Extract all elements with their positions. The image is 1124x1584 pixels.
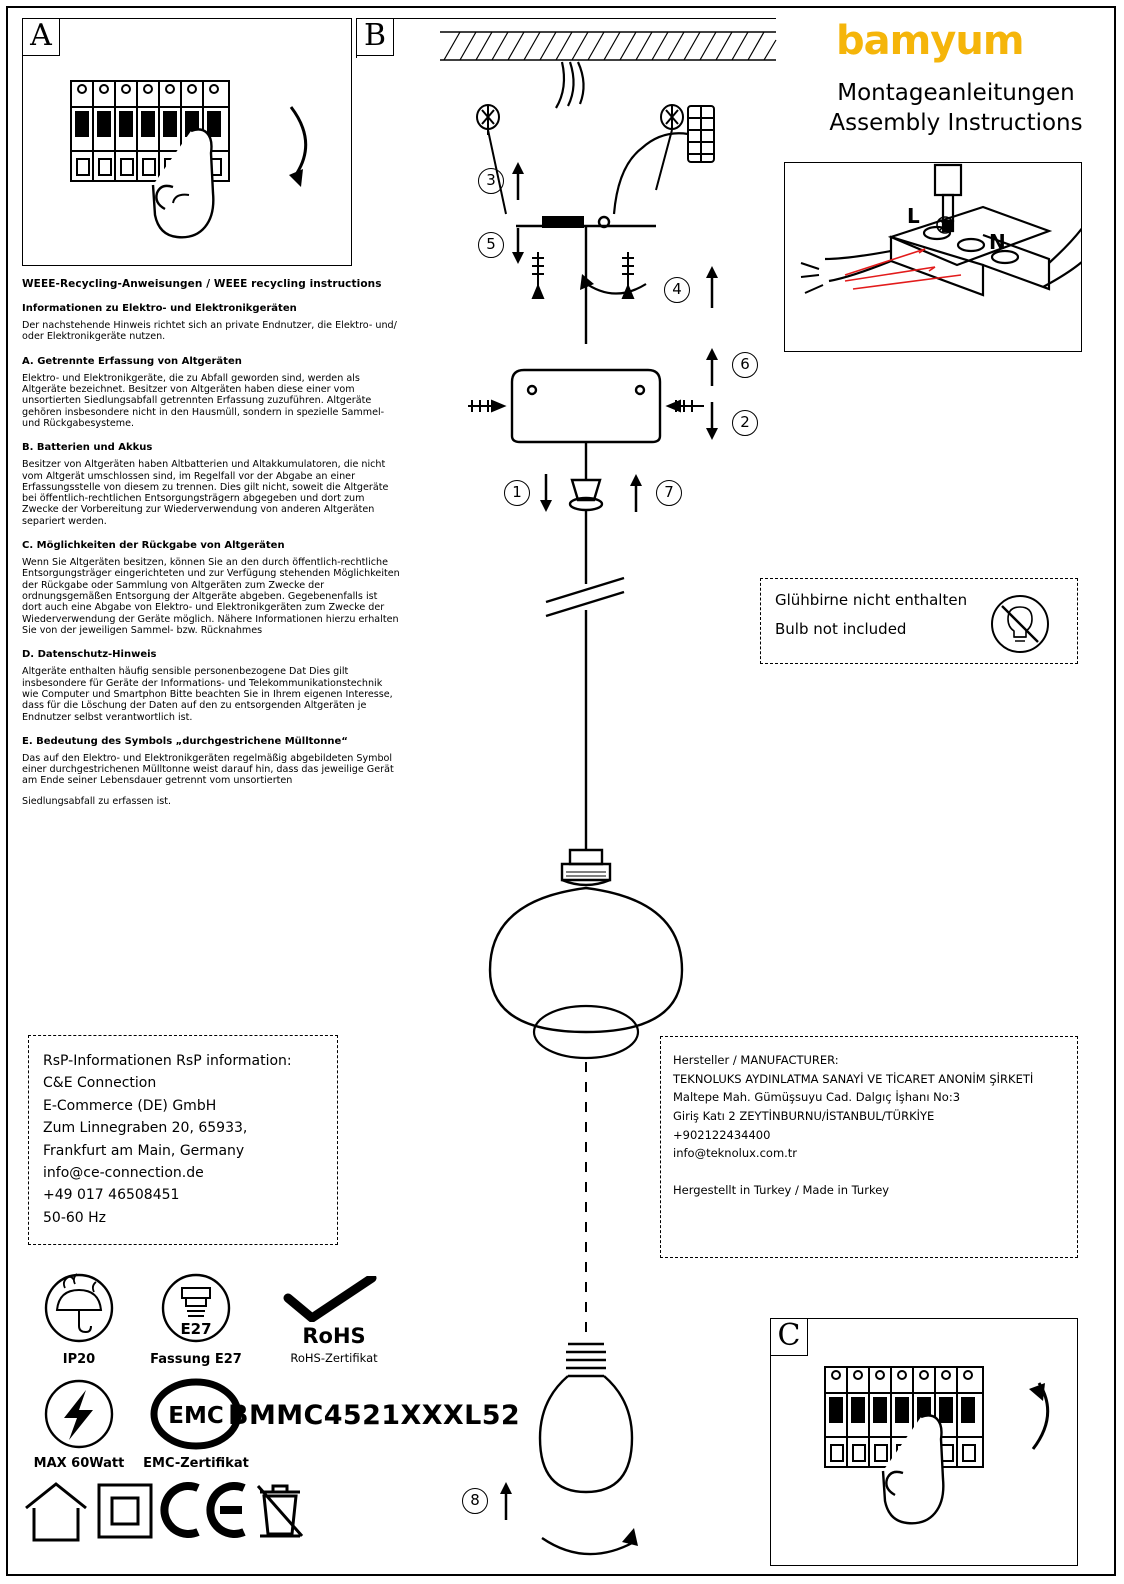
manufacturer-box [660,1036,1078,1258]
cert-rohs [264,1276,404,1365]
glass-shade [490,888,682,1032]
page-title [816,78,1096,138]
cert-rohs-sub: RoHS-Zertifikat [290,1351,378,1365]
cert-ip20-label: IP20 [62,1352,96,1367]
weee-heading-a: A. Getrennte Erfassung von Altgeräten [22,355,242,367]
weee-heading-e: E. Bedeutung des Symbols „durchgestrichene Mülltonne“ [22,735,348,747]
manufacturer-line-3: Maltepe Mah. Gümüşsuyu Cad. Dalgıç İşhanı No:3 [673,1090,961,1105]
bulb-notice-de: Glühbirne nicht enthalten [775,591,968,609]
breaker-switch-off-illustration [23,19,353,267]
svg-text:EMC: EMC [168,1403,224,1429]
panel-a-label: A [22,18,60,56]
terminal-wiring-illustration [785,163,1081,351]
manufacturer-made-in: Hergestellt in Turkey / Made in Turkey [673,1182,890,1197]
cert-rohs-label: RoHS [302,1324,366,1348]
panel-b-label: B [356,18,394,56]
rsp-line-2: C&E Connection [43,1075,157,1092]
weee-text-b: Besitzer von Altgeräten haben Altbatterien und Altakkumulatoren, die nicht vom Altgerät umschlossen sind, im Regelfall vor der Abgabe an einer Erfassungsstelle von diesem zu trennen. Dies gilt nicht, soweit die Altgeräte bei öffentlich-rechtlichen Entsorgungsträgern abgegeben und dort zum Zwecke der Vorbereitung zur Wiederverwendung von anderen Altgeräten separiert werden. [22,459,389,527]
cert-emc-label: EMC-Zertifikat [143,1456,249,1471]
cert-ip20 [24,1270,134,1367]
weee-heading-d: D. Datenschutz-Hinweis [22,649,157,661]
weee-intro-heading: Informationen zu Elektro- und Elektronikgeräten [22,303,297,314]
manufacturer-line-4: Giriş Katı 2 ZEYTİNBURNU/İSTANBUL/TÜRKİYE [673,1108,935,1123]
manufacturer-line-6: info@teknolux.com.tr [673,1146,798,1161]
no-bulb-icon [989,593,1051,655]
rsp-line-8: 50-60 Hz [43,1209,107,1226]
manufacturer-spacer [673,1163,1065,1181]
rsp-line-6: info@ce-connection.de [43,1164,204,1181]
svg-text:N: N [989,230,1006,254]
weee-text-e: Das auf den Elektro- und Elektronikgeräten regelmäßig abgebildeten Symbol einer durchgestrichenen Mülltonne weist darauf hin, dass das jeweilige Gerät am Ende seiner Lebensdauer getrennt vom unsortierten [22,752,394,787]
rsp-line-3: E-Commerce (DE) GmbH [43,1097,217,1114]
crossed-bin-icon [252,1480,308,1542]
wiring-neutral-label: N [1000,280,1001,281]
rsp-line-7: +49 017 46508451 [43,1187,180,1204]
arrow-up-step-4 [702,264,722,308]
arrow-down-step-1 [536,472,556,512]
weee-text-c: Wenn Sie Altgeräten besitzen, können Sie an den durch öffentlich-rechtliche Entsorgungsträger eingerichteten und zur Verfügung stehenden Möglichkeiten der Rückgabe oder Sammlung von Altgeräten zum Zwecke der ordnungsgemäßen Entsorgung der Altgeräte abgeben. Gegebenenfalls ist dort auch eine Abgabe von Elektro- und Elektronikgeräten zum Zwecke der Wiederverwendung der Geräte möglich. Nähere Informationen hierzu erhalten Sie von der jeweiligen Sammel- bzw. Rücknahmes [22,557,400,636]
rsp-line-5: Frankfurt am Main, Germany [43,1142,245,1159]
model-code: BMMC4521XXXL52 [228,1400,521,1431]
cert-e27-label: Fassung E27 [150,1352,242,1367]
arrow-up-step-8 [496,1480,516,1520]
panel-c [770,1318,1078,1566]
rsp-info-box [28,1035,338,1245]
svg-text:E27: E27 [180,1320,212,1338]
breaker-switch-on-illustration [771,1319,1077,1565]
svg-text:L: L [907,204,920,228]
wiring-live-label: L [930,254,931,255]
weee-intro-text: Der nachstehende Hinweis richtet sich an private Endnutzer, die Elektro- und/ oder Elektronikgeräte nutzen. [22,320,397,343]
manufacturer-line-5: +902122434400 [673,1127,771,1142]
weee-closing: Siedlungsabfall zu erfassen ist. [22,795,172,807]
cert-e27 [136,1270,256,1367]
step-number-7: 7 [656,480,682,506]
bulb-notice-en: Bulb not included [775,620,907,638]
page-title-de: Montageanleitungen [837,80,1075,106]
lamp-socket-icon [136,1270,256,1350]
house-indoor-icon [22,1478,90,1544]
step-number-8: 8 [462,1488,488,1514]
step-number-6: 6 [732,352,758,378]
wiring-detail-panel [784,162,1082,352]
cert-wattage [24,1376,134,1471]
weee-heading-c: C. Möglichkeiten der Rückgabe von Altgeräten [22,540,285,552]
weee-text-d: Altgeräte enthalten häufig sensible personenbezogene Dat Dies gilt insbesondere für Geräte der Informations- und Telekommunikationstechnik wie Computer und Smartphon Bitte beachten Sie in Ihrem eigenen Interesse, dass für die Löschung der Daten auf den zu entsorgenden Altgeräten je Endnutzer selbst verantwortlich ist. [22,666,393,723]
weee-heading-b: B. Batterien und Akkus [22,442,153,454]
check-icon [280,1276,380,1322]
lightning-icon [24,1376,134,1454]
brand-logo: bamyum [836,18,1024,64]
cert-wattage-label: MAX 60Watt [33,1456,125,1471]
step-number-5: 5 [478,232,504,258]
pendant-lamp-assembly-diagram [356,14,806,1574]
weee-text-a: Elektro- und Elektronikgeräte, die zu Abfall geworden sind, werden als Altgeräte bezeichnet. Besitzer von Altgeräten haben diese einer vom unsortierten Siedlungsabfall getrennten Erfassung zuzuführen. Altgeräte gehören insbesondere nicht in den Hausmüll, sondern in spezielle Sammel- und Rückgabesysteme. [22,372,385,429]
manufacturer-line-1: Hersteller / MANUFACTURER: [673,1053,839,1067]
class-2-square-icon [96,1482,154,1540]
page-title-en: Assembly Instructions [829,110,1083,136]
arrow-up-step-7 [626,472,646,512]
bulb-not-included-notice [760,578,1078,664]
step-number-2: 2 [732,410,758,436]
ip20-umbrella-icon [24,1270,134,1350]
panel-c-label: C [770,1318,808,1356]
rsp-line-1: RsP-Informationen RsP information: [43,1053,292,1069]
arrow-up-step-6 [702,346,722,386]
step-number-3: 3 [478,168,504,194]
arrow-up-step-3 [508,160,528,200]
arrow-down-step-5 [508,224,528,264]
manufacturer-line-2: TEKNOLUKS AYDINLATMA SANAYİ VE TİCARET ANONİM ŞİRKETİ [673,1071,1034,1086]
weee-title: WEEE-Recycling-Anweisungen / WEEE recycling instructions [22,278,382,290]
step-number-1: 1 [504,480,530,506]
ce-mark-icon [160,1480,248,1540]
rsp-line-4: Zum Linnegraben 20, 65933, [43,1120,248,1137]
arrow-down-step-2 [702,400,722,440]
step-number-4: 4 [664,277,690,303]
weee-section [22,278,400,816]
panel-a [22,18,352,266]
